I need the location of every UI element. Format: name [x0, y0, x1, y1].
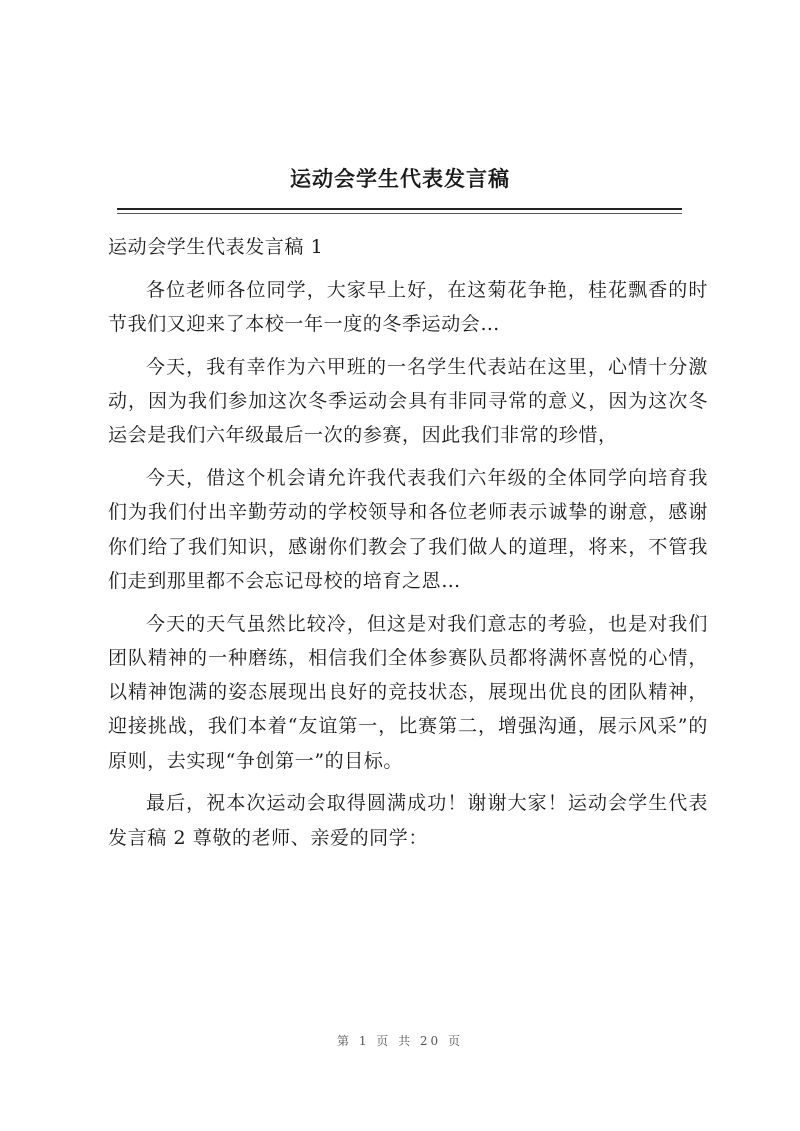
paragraph: 今天的天气虽然比较冷，但这是对我们意志的考验，也是对我们团队精神的一种磨练，相信我们全体参赛队员都将满怀喜悦的心情，以精神饱满的姿态展现出良好的竞技状态，展现出优良的团队精神，迎接挑战，我们本着“友谊第一，比赛第二，增强沟通，展示风采”的原则，去实现“争创第一”的目标。	[108, 612, 708, 772]
page-number-footer: 第 1 页 共 20 页	[337, 1034, 463, 1048]
title-divider	[117, 208, 682, 210]
paragraph: 各位老师各位同学，大家早上好，在这菊花争艳，桂花飘香的时节我们又迎来了本校一年一度的冬季运动会…	[108, 278, 708, 335]
section-heading: 运动会学生代表发言稿 1	[108, 236, 324, 258]
paragraph: 今天，我有幸作为六甲班的一名学生代表站在这里，心情十分激动，因为我们参加这次冬季运动会具有非同寻常的意义，因为这次冬运会是我们六年级最后一次的参赛，因此我们非常的珍惜，	[108, 355, 708, 447]
document-body	[108, 230, 708, 863]
paragraph: 今天，借这个机会请允许我代表我们六年级的全体同学向培育我们为我们付出辛勤劳动的学校领导和各位老师表示诚挚的谢意，感谢你们给了我们知识，感谢你们教会了我们做人的道理，将来，不管我们走到那里都不会忘记母校的培育之恩…	[108, 466, 708, 592]
document-title: 运动会学生代表发言稿	[290, 167, 510, 191]
title-divider-thin	[117, 213, 682, 214]
paragraph: 最后，祝本次运动会取得圆满成功！谢谢大家！运动会学生代表发言稿 2 尊敬的老师、亲爱的同学：	[108, 792, 708, 849]
